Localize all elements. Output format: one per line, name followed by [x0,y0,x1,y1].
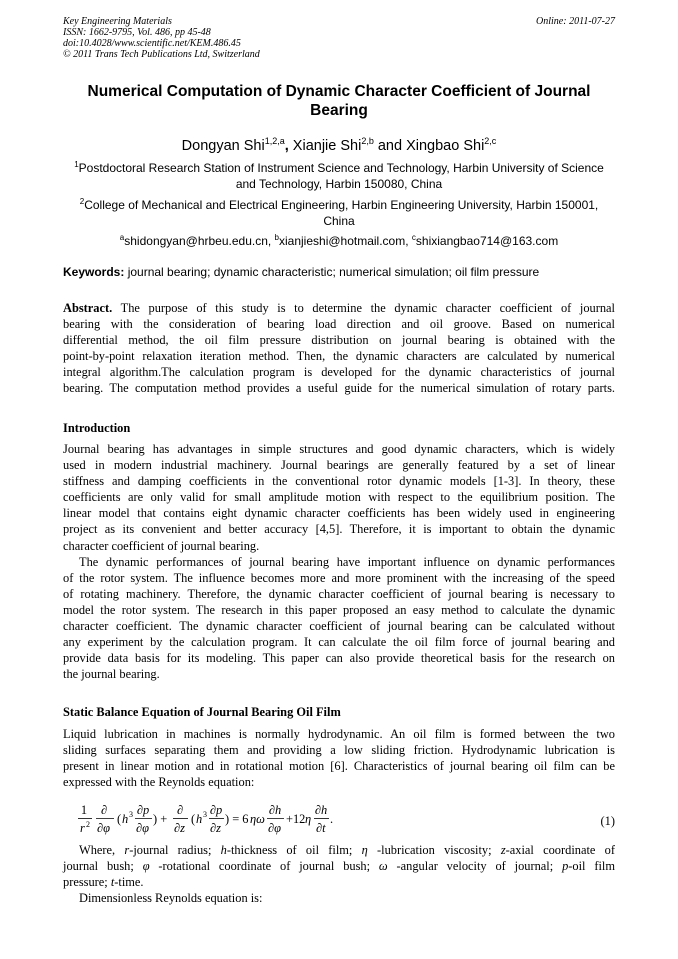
svg-text:(: ( [191,812,196,826]
where-text: -axial coordinate of [505,843,615,857]
svg-text:∂h: ∂h [268,803,282,817]
dimensionless-intro: Dimensionless Reynolds equation is: [79,891,263,906]
var-eta: η [361,843,368,857]
email-a[interactable]: shidongyan@hrbeu.edu.cn, [124,234,272,248]
svg-text:) = 6: ) = 6 [225,812,249,826]
intro-line: model the rotor system. The research in this paper proposed an easy method to calculate the dynamic [63,602,615,617]
email-c-marker: c [411,233,416,242]
author-2-affiliation: 2,b [361,136,374,146]
intro-line: The dynamic performances of journal bearing have important influence on dynamic performances [79,554,615,569]
equation-number: (1) [600,814,615,828]
where-text: -rotational coordinate of journal bush; [149,859,379,874]
svg-text:3: 3 [129,810,133,819]
introduction-paragraph-2 [63,554,615,683]
svg-text:3: 3 [203,810,207,819]
svg-text:∂p: ∂p [209,803,223,817]
keywords-label: Keywords: [63,265,125,279]
reynolds-equation [63,800,615,840]
where-text: -lubrication viscosity; [367,843,501,857]
author-emails [63,230,615,249]
email-a-marker: a [119,233,125,242]
svg-text:+12: +12 [286,812,306,826]
title-line-1: Numerical Computation of Dynamic Character Coefficient of Journal [87,83,591,100]
intro-line: project as its convenient and better accuracy [4,5]. Therefore, it is important to obtain the dynamic [63,522,615,537]
keywords-text: journal bearing; dynamic characteristic; numerical simulation; oil film pressure [127,265,540,279]
svg-text:∂φ: ∂φ [97,821,110,835]
author-2-name: Xianjie Shi [292,138,362,154]
online-date: Online: 2011-07-27 [536,16,615,27]
svg-text:∂: ∂ [176,803,184,817]
svg-text:∂z: ∂z [210,821,221,835]
svg-text:(: ( [117,812,122,826]
where-text: -journal radius; [129,843,221,857]
svg-text:∂h: ∂h [314,803,328,817]
svg-text:∂p: ∂p [136,803,150,817]
svg-text:.: . [330,812,334,826]
svg-text:h: h [122,812,129,826]
journal-doi: doi:10.4028/www.scientific.net/KEM.486.45 [63,38,241,49]
svg-text:∂φ: ∂φ [136,821,149,835]
static-line: expressed with the Reynolds equation: [63,775,255,790]
intro-line: character coefficient. The dynamic character coefficient of journal bearing can be calculated without [63,619,615,634]
journal-header [63,16,260,60]
author-and: and [377,138,403,154]
var-phi: φ [142,859,150,874]
var-p: p [562,859,569,874]
affiliation-2-line-2: China [323,214,355,228]
intro-line: provide data basis for its modeling. This paper can also provide theoretical basis for the research on [63,651,615,666]
introduction-heading: Introduction [63,421,131,435]
abstract-line: bearing with the consideration of bearing load direction and oil groove. Based on numerical [63,317,615,332]
paper-title [80,82,598,120]
intro-line: of the rotor system. The influence becomes more and more prominent with the increasing of the speed [63,570,615,585]
where-text: -thickness of oil film; [226,843,362,857]
svg-text:r: r [80,821,85,835]
author-1-name: Dongyan Shi [181,138,265,154]
title-line-2: Bearing [310,102,368,119]
static-balance-heading: Static Balance Equation of Journal Bearing Oil Film [63,705,341,719]
abstract-line: differential method, the oil film pressure distribution on journal bearing is obtained with the [63,333,615,348]
intro-line: stiffness and damping coefficients in the conventional rotor dynamic models [1-3]. In theory, these [63,474,615,489]
intro-line: of rotating machinery. Therefore, the dynamic character coefficient of journal bearing is necessary to [63,586,615,601]
where-text: -oil film [568,859,615,874]
var-h: h [220,843,227,857]
svg-text:1: 1 [80,803,88,817]
intro-line: linear model that contains eight dynamic character coefficients has been widely used in engineering [63,506,615,521]
email-b[interactable]: xianjieshi@hotmail.com, [279,234,409,248]
var-z: z [500,843,506,857]
svg-text:h: h [196,812,203,826]
author-3-affiliation: 2,c [484,136,497,146]
svg-text:∂: ∂ [100,803,108,817]
svg-text:) +: ) + [153,812,168,826]
var-t: t [110,875,115,890]
affiliation-1-marker: 1 [74,160,79,169]
abstract-line: integral algorithm.The calculation program is developed for the dynamic characteristics of journal [63,365,615,380]
where-text: Where, [79,843,125,857]
author-3-name: Xingbao Shi [406,138,485,154]
abstract [63,300,615,397]
intro-line: any experiment by the calculation program. It can calculate the oil film force of journal bearing and [63,635,615,650]
abstract-label: Abstract. [63,301,113,315]
static-balance-paragraph [63,726,615,790]
keywords [63,265,615,280]
abstract-line: bearing. The computation method provides a useful guide for the numerical simulation of rotary parts. [63,381,615,396]
affiliation-1-line-1: Postdoctoral Research Station of Instrument Science and Technology, Harbin University of Science [78,161,604,175]
affiliation-2 [63,194,615,229]
author-1-affiliation: 1,2,a [264,136,285,146]
svg-text:2: 2 [86,820,90,829]
var-r: r [124,843,130,857]
where-text: pressure; [63,875,111,890]
introduction-paragraph-1 [63,441,615,554]
svg-text:∂t: ∂t [316,821,326,835]
author-list: Dongyan Shi$^{1,2,a}$, Xianjie Shi$^{2,b}$ and Xingbao Shi$^{2,c}$ [181,136,497,154]
email-c[interactable]: shixiangbao714@163.com [415,234,559,248]
svg-text:η: η [305,812,312,826]
email-b-marker: b [274,233,279,242]
where-text: journal bush; [63,859,143,874]
static-line: present in linear motion and in rotational motion [6]. Characteristics of journal bearing oil film can be [63,759,615,774]
abstract-line: point-by-point relaxation iteration method. Then, the dynamic characters are calculated by numerical [63,349,615,364]
svg-text:∂z: ∂z [174,821,185,835]
intro-line: the journal bearing. [63,667,160,682]
affiliation-2-line-1: College of Mechanical and Electrical Engineering, Harbin Engineering University, Harbin 150001, [84,198,599,212]
affiliation-1 [63,157,615,192]
svg-text:∂φ: ∂φ [268,821,281,835]
intro-line: used in modern industrial machinery. Journal bearings are generally featured by a set of linear [63,458,615,473]
static-line: sliding surfaces separating them and providing a low sliding friction. Hydrodynamic lubrication is [63,743,615,758]
where-text: -angular velocity of journal; [387,859,563,874]
var-omega: ω [378,859,388,874]
journal-copyright: © 2011 Trans Tech Publications Ltd, Switzerland [63,49,260,60]
journal-name: Key Engineering Materials [63,16,172,27]
affiliation-2-marker: 2 [79,197,85,206]
intro-line: character coefficient of journal bearing. [63,538,260,553]
where-text: -time. [114,875,144,890]
intro-line: Journal bearing has advantages in simple structures and good dynamic characters, which is widely [63,442,615,456]
journal-issn: ISSN: 1662-9795, Vol. 486, pp 45-48 [63,27,211,38]
static-line: Liquid lubrication in machines is normally hydrodynamic. An oil film is formed between the two [63,727,615,741]
affiliation-1-line-2: and Technology, Harbin 150080, China [235,177,443,191]
where-clause [63,842,615,906]
svg-text:ηω: ηω [250,812,265,826]
abstract-line: The purpose of this study is to determine the dynamic character coefficient of journal [120,301,616,315]
intro-line: coefficients are only valid for small amplitude motion with respect to the equilibrium position. The [63,490,615,505]
